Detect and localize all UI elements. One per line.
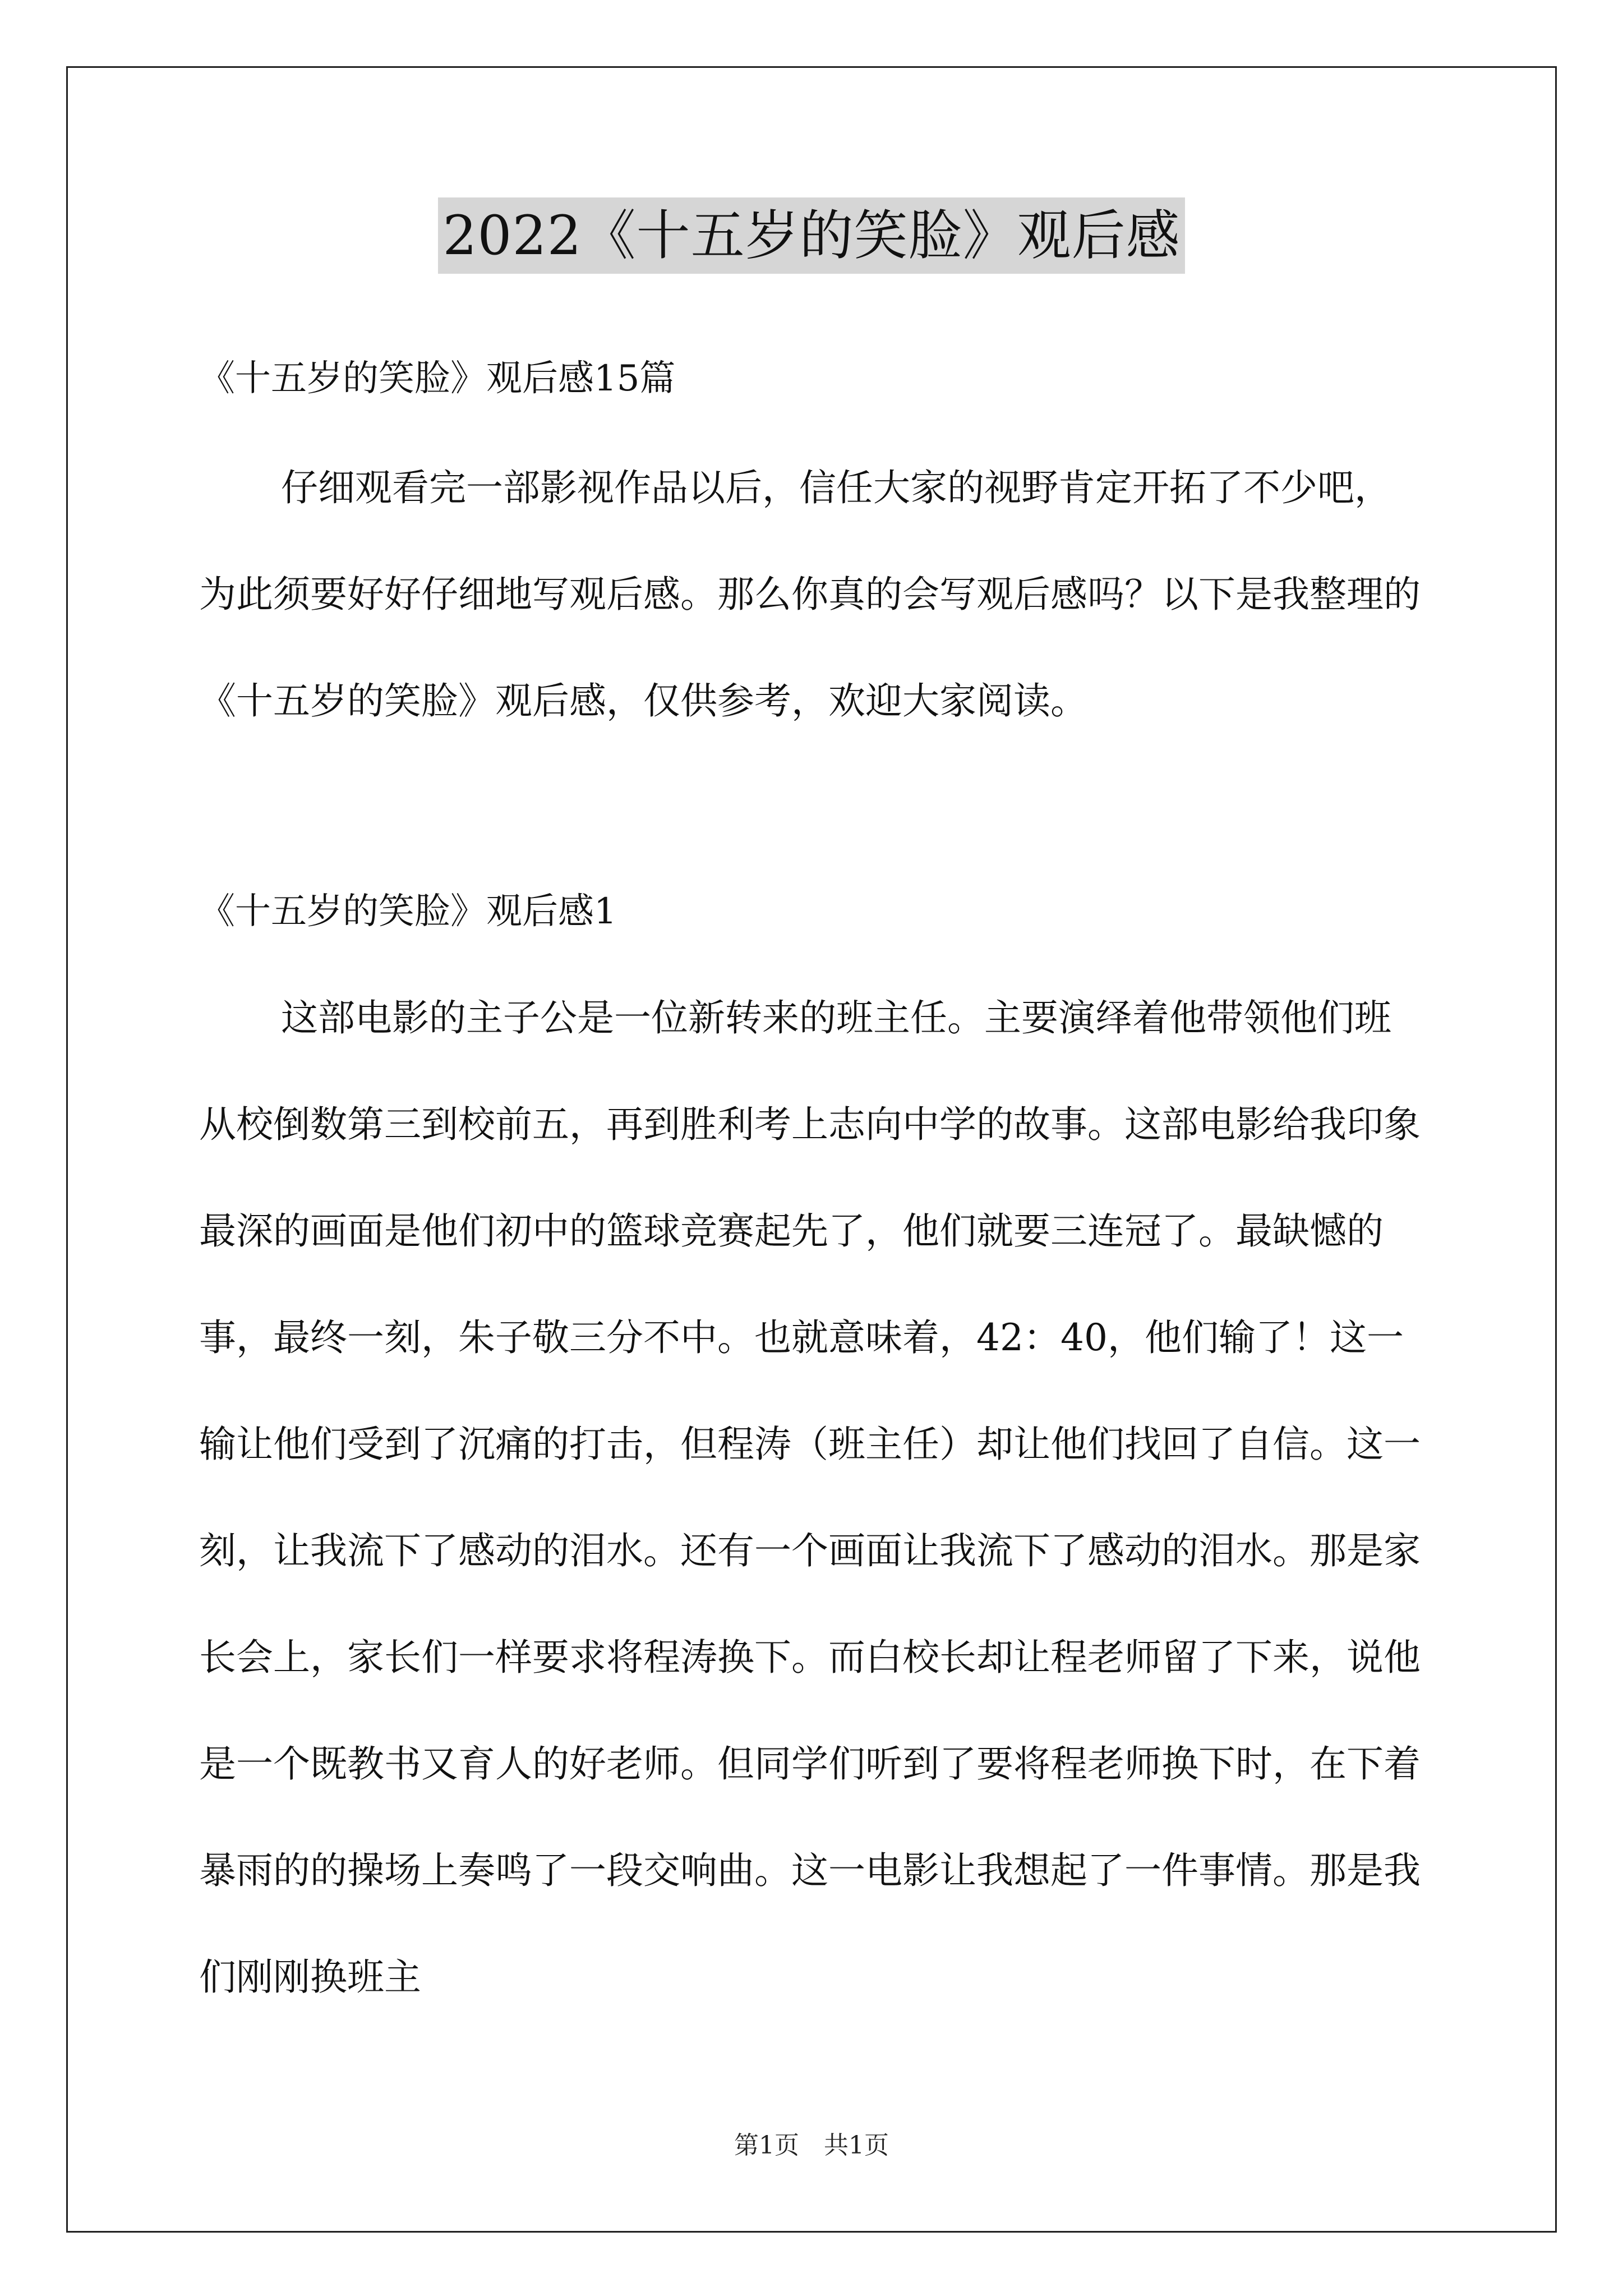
title-container	[0, 197, 1623, 274]
intro-paragraph: 仔细观看完一部影视作品以后，信任大家的视野肯定开拓了不少吧，为此须要好好仔细地写观后感。那么你真的会写观后感吗？以下是我整理的《十五岁的笑脸》观后感，仅供参考，欢迎大家阅读。	[199, 466, 1421, 723]
page-footer: 第1页 共1页	[734, 2131, 889, 2160]
document-title: 2022《十五岁的笑脸》观后感	[438, 197, 1184, 274]
collection-heading: 《十五岁的笑脸》观后感15篇	[199, 358, 676, 399]
section-1-paragraph: 这部电影的主子公是一位新转来的班主任。主要演绎着他带领他们班从校倒数第三到校前五，再到胜利考上志向中学的故事。这部电影给我印象最深的画面是他们初中的篮球竞赛起先了，他们就要三连冠了。最缺憾的事，最终一刻，朱子敬三分不中。也就意味着，42：40，他们输了！这一输让他们受到了沉痛的打击，但程涛（班主任）却让他们找回了自信。这一刻，让我流下了感动的泪水。还有一个画面让我流下了感动的泪水。那是家长会上，家长们一样要求将程涛换下。而白校长却让程老师留了下来，说他是一个既教书又育人的好老师。但同学们听到了要将程老师换下时，在下着暴雨的的操场上奏鸣了一段交响曲。这一电影让我想起了一件事情。那是我们刚刚换班主	[199, 996, 1421, 1999]
section-1-heading: 《十五岁的笑脸》观后感1	[199, 891, 617, 932]
